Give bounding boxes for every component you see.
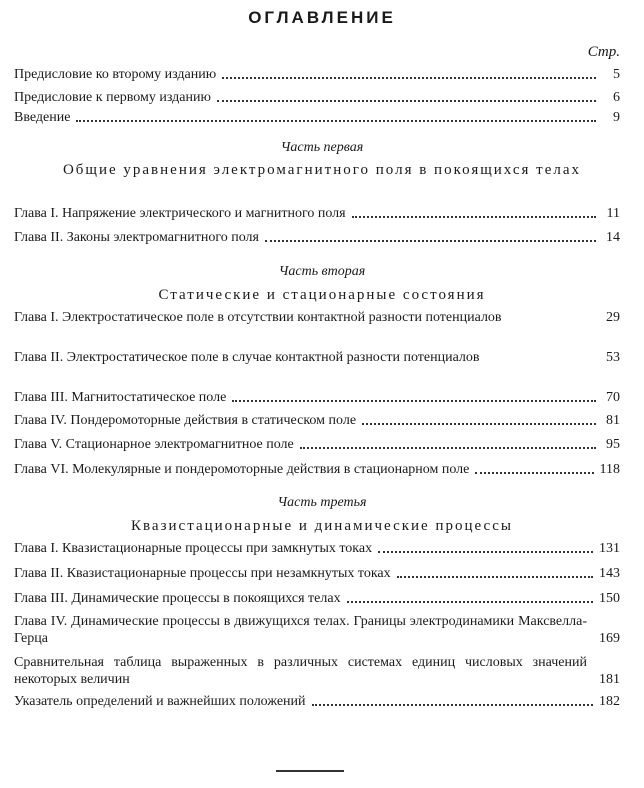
toc-entry[interactable] bbox=[14, 205, 620, 222]
toc-entry-title: Указатель определений и важнейших положений bbox=[14, 694, 306, 709]
leader-dots bbox=[300, 447, 596, 449]
toc-entry-title: Глава I. Электростатическое поле в отсутствии контактной разности потенциалов bbox=[14, 310, 502, 325]
page-title: ОГЛАВЛЕНИЕ bbox=[248, 8, 396, 27]
toc-entry[interactable] bbox=[14, 654, 620, 688]
leader-dots bbox=[362, 423, 596, 425]
toc-entry-title: Сравнительная таблица выраженных в различных системах единиц числовых значений некоторых величин bbox=[14, 655, 587, 687]
toc-entry[interactable] bbox=[14, 66, 620, 83]
bottom-rule bbox=[276, 770, 344, 772]
leader-dots bbox=[352, 216, 596, 218]
toc-entry-title: Глава II. Электростатическое поле в случае контактной разности потенциалов bbox=[14, 350, 480, 365]
toc-entry-page: 11 bbox=[606, 206, 620, 221]
page-column-header: Стр. bbox=[587, 44, 620, 60]
toc-entry[interactable] bbox=[14, 590, 620, 607]
toc-entry-title: Глава II. Квазистационарные процессы при незамкнутых токах bbox=[14, 566, 391, 581]
toc-entry-page: 14 bbox=[606, 230, 620, 245]
toc-entry[interactable] bbox=[14, 309, 620, 326]
toc-entry[interactable] bbox=[14, 89, 620, 106]
toc-entry-page: 53 bbox=[606, 350, 620, 365]
toc-entry-page: 29 bbox=[606, 310, 620, 325]
part-label: Часть вторая bbox=[278, 264, 366, 279]
leader-dots bbox=[222, 77, 596, 79]
toc-entry-title: Глава II. Законы электромагнитного поля bbox=[14, 230, 259, 245]
toc-entry-page: 118 bbox=[599, 462, 620, 477]
toc-entry-page: 5 bbox=[613, 67, 620, 82]
toc-entry[interactable] bbox=[14, 693, 620, 710]
toc-entry[interactable] bbox=[14, 540, 620, 557]
leader-dots bbox=[397, 576, 593, 578]
leader-dots bbox=[475, 472, 593, 474]
toc-entry-page: 9 bbox=[613, 110, 620, 125]
toc-entry[interactable] bbox=[14, 613, 620, 647]
part-label: Часть первая bbox=[280, 140, 364, 155]
toc-entry-page: 143 bbox=[599, 566, 620, 581]
toc-entry[interactable] bbox=[14, 436, 620, 453]
toc-entry-page: 70 bbox=[606, 390, 620, 405]
toc-entry-title: Глава V. Стационарное электромагнитное поле bbox=[14, 437, 294, 452]
toc-entry-page: 169 bbox=[599, 631, 620, 646]
toc-entry[interactable] bbox=[14, 389, 620, 406]
toc-entry-title: Глава IV. Динамические процессы в движущихся телах. Границы электродинамики Максвелла-Герца bbox=[14, 614, 587, 646]
toc-entry-title: Глава VI. Молекулярные и пондеромоторные действия в стационарном поле bbox=[14, 462, 470, 477]
leader-dots bbox=[378, 551, 593, 553]
part-heading: Статические и стационарные состояния bbox=[158, 287, 486, 303]
toc-entry[interactable] bbox=[14, 412, 620, 429]
toc-entry-page: 131 bbox=[599, 541, 620, 556]
leader-dots bbox=[217, 100, 596, 102]
toc-entry-title: Глава III. Магнитостатическое поле bbox=[14, 390, 227, 405]
part-label: Часть третья bbox=[277, 495, 367, 510]
toc-entry-title: Глава IV. Пондеромоторные действия в статическом поле bbox=[14, 413, 357, 428]
part-heading: Общие уравнения электромагнитного поля в покоящихся телах bbox=[62, 162, 582, 178]
toc-entry-page: 182 bbox=[599, 694, 620, 709]
toc-entry-title: Глава III. Динамические процессы в покоящихся телах bbox=[14, 591, 341, 606]
toc-entry-title: Введение bbox=[14, 110, 71, 125]
toc-entry-title: Глава I. Напряжение электрического и магнитного поля bbox=[14, 206, 346, 221]
toc-entry-page: 181 bbox=[599, 672, 620, 687]
leader-dots bbox=[347, 601, 593, 603]
leader-dots bbox=[76, 120, 596, 122]
toc-entry-title: Глава I. Квазистационарные процессы при замкнутых токах bbox=[14, 541, 373, 556]
leader-dots bbox=[232, 400, 596, 402]
toc-entry-title: Предисловие ко второму изданию bbox=[14, 67, 217, 82]
toc-entry-title: Предисловие к первому изданию bbox=[14, 90, 211, 105]
toc-entry-page: 81 bbox=[606, 413, 620, 428]
part-heading: Квазистационарные и динамические процессы bbox=[131, 518, 513, 534]
toc-entry[interactable] bbox=[14, 461, 620, 478]
toc-entry-page: 150 bbox=[599, 591, 620, 606]
toc-entry-page: 95 bbox=[606, 437, 620, 452]
toc-entry[interactable] bbox=[14, 349, 620, 366]
toc-entry[interactable] bbox=[14, 109, 620, 126]
leader-dots bbox=[312, 704, 593, 706]
leader-dots bbox=[265, 240, 596, 242]
toc-entry[interactable] bbox=[14, 229, 620, 246]
toc-entry-page: 6 bbox=[613, 90, 620, 105]
toc-entry[interactable] bbox=[14, 565, 620, 582]
